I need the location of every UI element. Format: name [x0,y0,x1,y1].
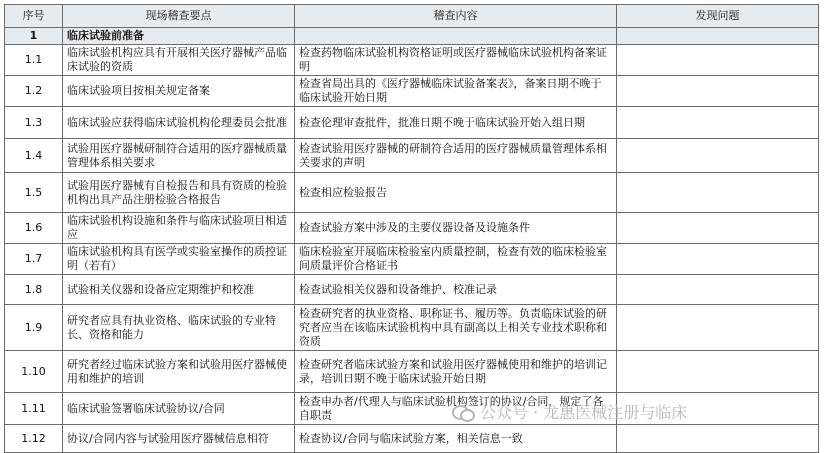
row-point: 临床试验机构设施和条件与临床试验项目相适应 [63,213,295,244]
row-point: 协议/合同内容与试验用医疗器械信息相符 [63,425,295,453]
header-content: 稽查内容 [295,5,617,28]
row-content: 检查药物临床试验机构资格证明或医疗器械临床试验机构备案证明 [295,45,617,76]
header-point: 现场稽查要点 [63,5,295,28]
row-issue[interactable] [617,213,819,244]
wechat-icon [452,404,474,420]
row-num: 1.3 [5,107,63,139]
row-num: 1.7 [5,244,63,275]
table-row [5,139,819,173]
header-issue: 发现问题 [617,5,819,28]
row-issue[interactable] [617,351,819,393]
watermark-text: 公众号 · 龙惠医械注册与临床 [480,403,688,422]
row-content: 检查协议/合同与临床试验方案，相关信息一致 [295,425,617,453]
table-row [5,305,819,351]
table-row [5,275,819,305]
row-point: 试验用医疗器械研制符合适用的医疗器械质量管理体系相关要求 [63,139,295,173]
row-num: 1.2 [5,76,63,107]
section-title: 临床试验前准备 [63,28,295,45]
row-num: 1.6 [5,213,63,244]
row-point: 研究者应具有执业资格、临床试验的专业特长、资格和能力 [63,305,295,351]
row-content: 检查申办者/代理人与临床试验机构签订的协议/合同，规定了各自职责 [295,393,617,425]
row-issue[interactable] [617,45,819,76]
table-row [5,425,819,453]
row-point: 临床试验项目按相关规定备案 [63,76,295,107]
table-row [5,244,819,275]
table-row [5,213,819,244]
row-issue[interactable] [617,76,819,107]
row-issue[interactable] [617,425,819,453]
row-point: 临床试验应获得临床试验机构伦理委员会批准 [63,107,295,139]
row-content: 检查试验相关仪器和设备维护、校准记录 [295,275,617,305]
row-point: 研究者经过临床试验方案和试验用医疗器械使用和维护的培训 [63,351,295,393]
row-content: 临床检验室开展临床检验室内质量控制，检查有效的临床检验室间质量评价合格证书 [295,244,617,275]
inspection-table [4,4,819,453]
header-num: 序号 [5,5,63,28]
row-content: 检查试验方案中涉及的主要仪器设备及设施条件 [295,213,617,244]
row-issue[interactable] [617,139,819,173]
table-row [5,45,819,76]
table-row [5,393,819,425]
row-point: 试验用医疗器械有自检报告和具有资质的检验机构出具产品注册检验合格报告 [63,173,295,213]
table-row [5,107,819,139]
row-num: 1.12 [5,425,63,453]
row-num: 1.1 [5,45,63,76]
row-num: 1.10 [5,351,63,393]
row-point: 临床试验签署临床试验协议/合同 [63,393,295,425]
section-num: 1 [5,28,63,45]
table-row [5,351,819,393]
row-issue[interactable] [617,173,819,213]
section-row [5,28,819,45]
row-content: 检查伦理审查批件，批准日期不晚于临床试验开始入组日期 [295,107,617,139]
row-num: 1.5 [5,173,63,213]
row-content: 检查相应检验报告 [295,173,617,213]
section-empty [617,28,819,45]
row-issue[interactable] [617,275,819,305]
row-point: 临床试验机构具有医学或实验室操作的质控证明（若有） [63,244,295,275]
row-issue[interactable] [617,305,819,351]
row-num: 1.8 [5,275,63,305]
row-issue[interactable] [617,107,819,139]
row-content: 检查研究者的执业资格、职称证书、履历等。负责临床试验的研究者应当在该临床试验机构中具有副高以上相关专业技术职称和资质 [295,305,617,351]
row-num: 1.4 [5,139,63,173]
row-point: 试验相关仪器和设备应定期维护和校准 [63,275,295,305]
row-content: 检查省局出具的《医疗器械临床试验备案表》，备案日期不晚于临床试验开始日期 [295,76,617,107]
row-num: 1.11 [5,393,63,425]
row-content: 检查研究者临床试验方案和试验用医疗器械使用和维护的培训记录，培训日期不晚于临床试验开始日期 [295,351,617,393]
row-content: 检查试验用医疗器械的研制符合适用的医疗器械质量管理体系相关要求的声明 [295,139,617,173]
watermark [452,400,687,423]
section-empty [295,28,617,45]
row-num: 1.9 [5,305,63,351]
header-row [5,5,819,28]
table-row [5,76,819,107]
row-point: 临床试验机构应具有开展相关医疗器械产品临床试验的资质 [63,45,295,76]
table-row [5,173,819,213]
row-issue[interactable] [617,244,819,275]
